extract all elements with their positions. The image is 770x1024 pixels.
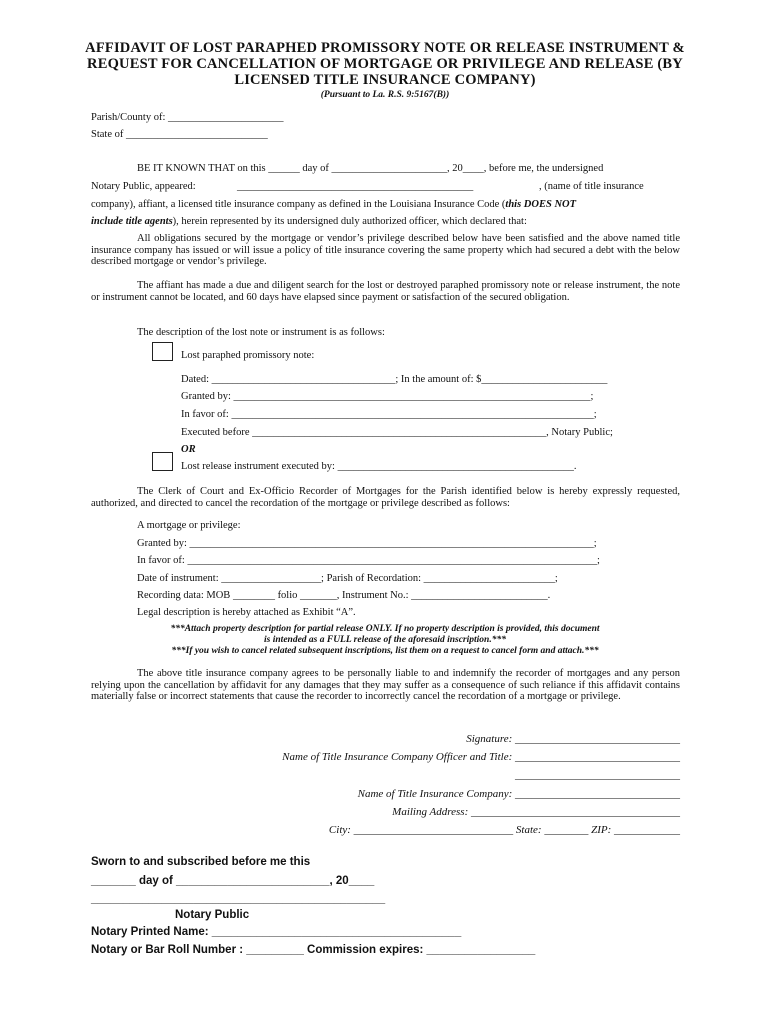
note-dated-amount-field[interactable]: Dated: ___________________________________; In the amount of: $________________________ [181,374,608,385]
officer-name-title-field-line-2[interactable]: ______________________________ [515,769,680,781]
attach-note-line-1: ***Attach property description for partial release ONLY. If no property description is provided, this document [170,624,600,634]
state-field[interactable]: State of ___________________________ [91,129,268,140]
known-line-3 [91,199,576,210]
document-title-line-1: AFFIDAVIT OF LOST PARAPHED PROMISSORY NOTE OR RELEASE INSTRUMENT & [85,40,685,56]
officer-name-title-field[interactable]: Name of Title Insurance Company Officer and Title: ______________________________ [282,751,680,763]
known-line-4 [91,216,527,227]
lost-release-field[interactable]: Lost release instrument executed by: _____________________________________________. [181,461,577,472]
attach-note-line-3: ***If you wish to cancel related subsequent inscriptions, list them on a request to cancel form and attach.*** [171,646,599,656]
clerk-paragraph: The Clerk of Court and Ex-Officio Recorder of Mortgages for the Parish identified below is hereby expressly requested, authorized, and directed to cancel the recordation of the mortgage or privilege described as follows: [91,486,680,509]
known-line-4-emphasis: include title agents [91,216,173,227]
known-line-3-emphasis: this DOES NOT [505,199,577,210]
title-company-name-label: , (name of title insurance [539,181,644,192]
notary-signature-line[interactable]: ______________________________________________ [91,893,386,905]
lost-release-checkbox[interactable] [152,452,173,471]
notary-appeared-label: Notary Public, appeared: [91,181,196,192]
search-paragraph: The affiant has made a due and diligent search for the lost or destroyed paraphed promissory note or release instrument, the note or instrument cannot be located, and 60 days have elapsed since payment or satisfaction of the secured obligation. [91,280,680,303]
obligations-paragraph: All obligations secured by the mortgage or vendor’s privilege described below have been satisfied and the above named title insurance company has issued or will issue a policy of title insurance covering the same property which had secured a debt with the below described mortgage or vendor’s privilege. [91,233,680,267]
description-intro: The description of the lost note or instrument is as follows: [137,327,385,338]
legal-description-note: Legal description is hereby attached as Exhibit “A”. [137,607,356,618]
mortgage-granted-by-field[interactable]: Granted by: _____________________________________________________________________________; [137,538,597,549]
company-name-field[interactable]: Name of Title Insurance Company: ______________________________ [357,788,680,800]
lost-note-checkbox[interactable] [152,342,173,361]
document-title-line-2: REQUEST FOR CANCELLATION OF MORTGAGE OR PRIVILEGE AND RELEASE (BY [87,56,683,72]
notary-public-label: Notary Public [175,909,250,921]
title-company-name-field[interactable]: _____________________________________________ [237,181,474,192]
note-executed-before-field[interactable]: Executed before ________________________________________________________, Notary Public; [181,427,613,438]
known-line-1[interactable]: BE IT KNOWN THAT on this ______ day of ______________________, 20____, before me, the undersigned [137,163,604,174]
document-title-line-3: LICENSED TITLE INSURANCE COMPANY) [234,72,536,88]
notary-roll-commission-field[interactable]: Notary or Bar Roll Number : _________ Commission expires: _________________ [91,944,536,956]
mailing-address-field[interactable]: Mailing Address: ______________________________________ [392,806,680,818]
liability-paragraph: The above title insurance company agrees to be personally liable to and indemnify the recorder of mortgages and any person relying upon the cancellation by affidavit for any damages that they may suffer as a consequence of such reliance if this affidavit contains materially false or incorrect statements that cause the recorder to incorrectly cancel the recordation of a mortgage or privilege. [91,668,680,702]
lost-note-label: Lost paraphed promissory note: [181,350,315,361]
sworn-heading: Sworn to and subscribed before me this [91,856,311,868]
mortgage-date-parish-field[interactable]: Date of instrument: ___________________; Parish of Recordation: _________________________; [137,573,558,584]
known-line-3-text: company), affiant, a licensed title insurance company as defined in the Louisiana Insurance Code ( [91,199,506,210]
mortgage-recording-data-field[interactable]: Recording data: MOB ________ folio _______, Instrument No.: __________________________. [137,590,551,601]
note-in-favor-of-field[interactable]: In favor of: _____________________________________________________________________; [181,409,597,420]
note-granted-by-field[interactable]: Granted by: ____________________________________________________________________; [181,391,594,402]
mortgage-heading: A mortgage or privilege: [137,520,241,531]
mortgage-in-favor-of-field[interactable]: In favor of: ______________________________________________________________________________; [137,555,600,566]
city-state-zip-field[interactable]: City: _____________________________ State: ________ ZIP: ____________ [328,824,680,836]
sworn-date-field[interactable]: _______ day of ________________________, 20____ [91,875,375,887]
attach-note-line-2: is intended as a FULL release of the aforesaid inscription.*** [264,635,506,645]
known-line-4-text: ), herein represented by its undersigned duly authorized officer, which declared that: [172,216,527,227]
statute-citation: (Pursuant to La. R.S. 9:5167(B)) [320,90,450,100]
notary-printed-name-field[interactable]: Notary Printed Name: _______________________________________ [91,926,462,938]
parish-county-field[interactable]: Parish/County of: ______________________ [91,112,284,123]
signature-field[interactable]: Signature: ______________________________ [466,733,680,745]
or-separator: OR [181,444,196,455]
